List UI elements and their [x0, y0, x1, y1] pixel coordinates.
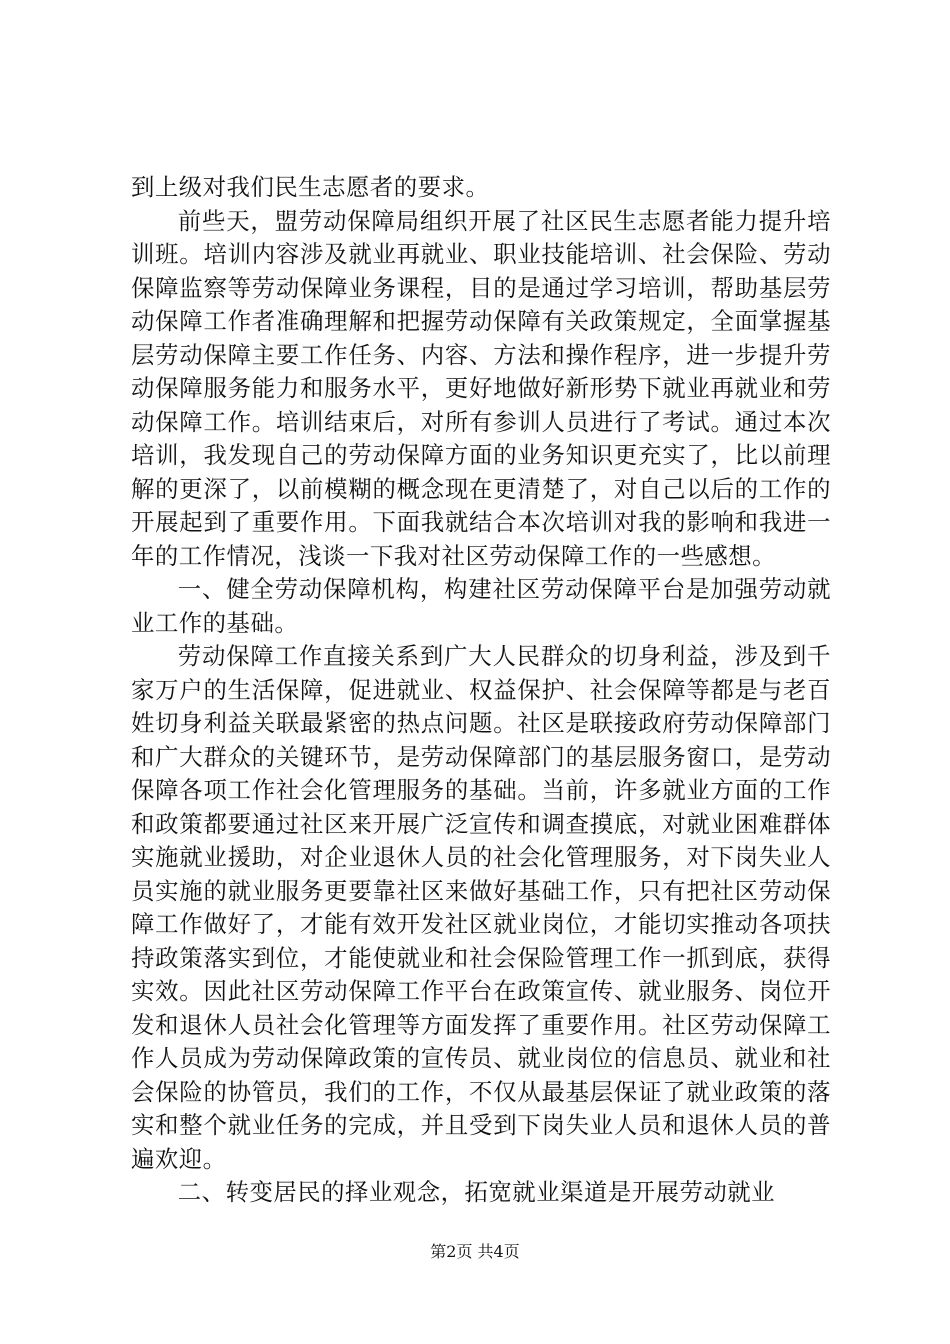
document-body — [131, 171, 831, 1210]
page-number-footer: 第2页 共4页 — [430, 1242, 520, 1261]
section-heading-two: 二、转变居民的择业观念，拓宽就业渠道是开展劳动就业 — [177, 1178, 776, 1206]
paragraph-training: 前些天，盟劳动保障局组织开展了社区民生志愿者能力提升培训班。培训内容涉及就业再就业、职业技能培训、社会保险、劳动保障监察等劳动保障业务课程，目的是通过学习培训，帮助基层劳动保障工作者准确理解和把握劳动保障有关政策规定，全面掌握基层劳动保障主要工作任务、内容、方法和操作程序，进一步提升劳动保障服务能力和服务水平，更好地做好新形势下就业再就业和劳动保障工作。培训结束后，对所有参训人员进行了考试。通过本次培训，我发现自己的劳动保障方面的业务知识更充实了，比以前理解的更深了，以前模糊的概念现在更清楚了，对自己以后的工作的开展起到了重要作用。下面我就结合本次培训对我的影响和我进一年的工作情况，浅谈一下我对社区劳动保障工作的一些感想。 — [131, 206, 831, 570]
paragraph-continuation: 到上级对我们民生志愿者的要求。 — [131, 173, 490, 201]
section-heading-one: 一、健全劳动保障机构，构建社区劳动保障平台是加强劳动就业工作的基础。 — [131, 575, 831, 637]
paragraph-labor-security: 劳动保障工作直接关系到广大人民群众的切身利益，涉及到千家万户的生活保障，促进就业、权益保护、社会保障等都是与老百姓切身利益关联最紧密的热点问题。社区是联接政府劳动保障部门和广大群众的关键环节，是劳动保障部门的基层服务窗口，是劳动保障各项工作社会化管理服务的基础。当前，许多就业方面的工作和政策都要通过社区来开展广泛宣传和调查摸底，对就业困难群体实施就业援助，对企业退休人员的社会化管理服务，对下岗失业人员实施的就业服务更要靠社区来做好基础工作，只有把社区劳动保障工作做好了，才能有效开发社区就业岗位，才能切实推动各项扶持政策落实到位，才能使就业和社会保险管理工作一抓到底，获得实效。因此社区劳动保障工作平台在政策宣传、就业服务、岗位开发和退休人员社会化管理等方面发挥了重要作用。社区劳动保障工作人员成为劳动保障政策的宣传员、就业岗位的信息员、就业和社会保险的协管员，我们的工作，不仅从最基层保证了就业政策的落实和整个就业任务的完成，并且受到下岗失业人员和退休人员的普遍欢迎。 — [131, 642, 831, 1173]
